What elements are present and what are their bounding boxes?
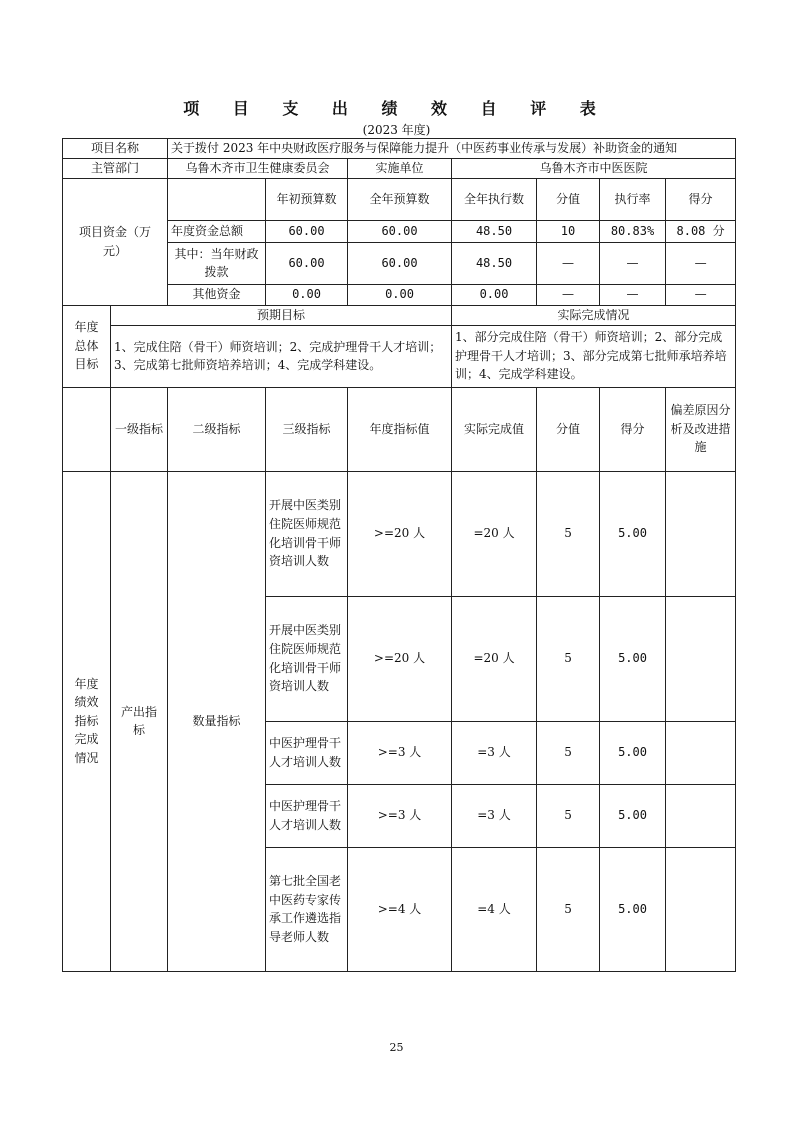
funds-cell: — bbox=[600, 284, 666, 305]
indicator-header-blank bbox=[63, 387, 111, 471]
project-name-label: 项目名称 bbox=[63, 139, 168, 159]
target-value: >=3 人 bbox=[348, 784, 452, 847]
indicator-header: 三级指标 bbox=[266, 387, 348, 471]
funds-cell: — bbox=[537, 284, 600, 305]
page-number: 25 bbox=[389, 1041, 404, 1054]
funds-header: 年初预算数 bbox=[266, 178, 348, 220]
funds-header-blank bbox=[168, 178, 266, 220]
funds-cell: 0.00 bbox=[348, 284, 452, 305]
level3-indicator: 开展中医类别住院医师规范化培训骨干师资培训人数 bbox=[266, 471, 348, 596]
funds-cell: 60.00 bbox=[348, 220, 452, 242]
document-subtitle: (2023 年度) bbox=[362, 123, 431, 137]
department-row bbox=[63, 158, 736, 178]
deviation-reason bbox=[666, 784, 736, 847]
level3-indicator: 第七批全国老中医药专家传承工作遴选指导老师人数 bbox=[266, 847, 348, 971]
level3-indicator: 中医护理骨干人才培训人数 bbox=[266, 784, 348, 847]
funds-section-text: 项目资金（万元） bbox=[79, 225, 152, 258]
funds-row-label: 其中：当年财政拨款 bbox=[168, 242, 266, 284]
indicator-row bbox=[63, 471, 736, 596]
funds-header-row bbox=[63, 178, 736, 220]
funds-cell: 60.00 bbox=[348, 242, 452, 284]
actual-goal-header: 实际完成情况 bbox=[452, 305, 736, 325]
funds-cell: — bbox=[666, 284, 736, 305]
deviation-reason bbox=[666, 471, 736, 596]
goals-row bbox=[63, 325, 736, 387]
level3-indicator: 开展中医类别住院医师规范化培训骨干师资培训人数 bbox=[266, 596, 348, 721]
funds-cell: — bbox=[666, 242, 736, 284]
target-value: >=20 人 bbox=[348, 596, 452, 721]
indicator-header: 实际完成值 bbox=[452, 387, 537, 471]
score-value: 5 bbox=[537, 721, 600, 784]
funds-cell: 48.50 bbox=[452, 220, 537, 242]
impl-value: 乌鲁木齐市中医医院 bbox=[452, 158, 736, 178]
funds-header: 全年执行数 bbox=[452, 178, 537, 220]
target-value: >=4 人 bbox=[348, 847, 452, 971]
score: 5.00 bbox=[600, 847, 666, 971]
funds-cell: 8.08 分 bbox=[666, 220, 736, 242]
score: 5.00 bbox=[600, 471, 666, 596]
indicator-header: 偏差原因分析及改进措施 bbox=[666, 387, 736, 471]
score: 5.00 bbox=[600, 596, 666, 721]
funds-header: 执行率 bbox=[600, 178, 666, 220]
deviation-reason bbox=[666, 847, 736, 971]
funds-cell: — bbox=[537, 242, 600, 284]
dept-label: 主管部门 bbox=[63, 158, 168, 178]
actual-value: =3 人 bbox=[452, 721, 537, 784]
document-title: 项 目 支 出 绩 效 自 评 表 bbox=[183, 99, 610, 118]
indicator-header-row bbox=[63, 387, 736, 471]
goals-section-text: 年度总体目标 bbox=[74, 320, 99, 372]
dept-value: 乌鲁木齐市卫生健康委员会 bbox=[168, 158, 348, 178]
actual-value: =20 人 bbox=[452, 596, 537, 721]
expected-goal-header: 预期目标 bbox=[111, 305, 452, 325]
funds-row-label: 年度资金总额 bbox=[168, 220, 266, 242]
actual-goal-text: 1、部分完成住陪（骨干）师资培训；2、部分完成护理骨干人才培训；3、部分完成第七批师承培养培训；4、完成学科建设。 bbox=[452, 325, 736, 387]
indicator-header: 年度指标值 bbox=[348, 387, 452, 471]
funds-cell: 80.83% bbox=[600, 220, 666, 242]
target-value: >=3 人 bbox=[348, 721, 452, 784]
score-value: 5 bbox=[537, 596, 600, 721]
target-value: >=20 人 bbox=[348, 471, 452, 596]
impl-label: 实施单位 bbox=[348, 158, 452, 178]
funds-cell: 10 bbox=[537, 220, 600, 242]
indicator-header: 一级指标 bbox=[111, 387, 168, 471]
funds-cell: — bbox=[600, 242, 666, 284]
expected-goal-text: 1、完成住陪（骨干）师资培训；2、完成护理骨干人才培训；3、完成第七批师资培养培训；4、完成学科建设。 bbox=[111, 325, 452, 387]
indicator-section-text: 年度绩效指标完成情况 bbox=[74, 676, 99, 765]
funds-row-label: 其他资金 bbox=[168, 284, 266, 305]
funds-cell: 0.00 bbox=[266, 284, 348, 305]
indicator-header: 分值 bbox=[537, 387, 600, 471]
level2-indicator: 数量指标 bbox=[168, 471, 266, 971]
actual-value: =20 人 bbox=[452, 471, 537, 596]
performance-table bbox=[62, 138, 736, 972]
funds-section-label bbox=[63, 178, 168, 305]
level1-indicator-text: 产出指标 bbox=[121, 704, 158, 738]
goals-header-row bbox=[63, 305, 736, 325]
deviation-reason bbox=[666, 596, 736, 721]
funds-cell: 60.00 bbox=[266, 242, 348, 284]
funds-header: 分值 bbox=[537, 178, 600, 220]
indicator-header: 得分 bbox=[600, 387, 666, 471]
indicator-section-label bbox=[63, 471, 111, 971]
funds-cell: 48.50 bbox=[452, 242, 537, 284]
indicator-header: 二级指标 bbox=[168, 387, 266, 471]
funds-cell: 0.00 bbox=[452, 284, 537, 305]
actual-value: =4 人 bbox=[452, 847, 537, 971]
score-value: 5 bbox=[537, 847, 600, 971]
actual-value: =3 人 bbox=[452, 784, 537, 847]
project-name-value: 关于拨付 2023 年中央财政医疗服务与保障能力提升（中医药事业传承与发展）补助资金的通知 bbox=[168, 139, 736, 159]
level3-indicator: 中医护理骨干人才培训人数 bbox=[266, 721, 348, 784]
funds-cell: 60.00 bbox=[266, 220, 348, 242]
score: 5.00 bbox=[600, 721, 666, 784]
goals-section-label bbox=[63, 305, 111, 387]
score-value: 5 bbox=[537, 784, 600, 847]
level1-indicator bbox=[111, 471, 168, 971]
deviation-reason bbox=[666, 721, 736, 784]
funds-header: 全年预算数 bbox=[348, 178, 452, 220]
score-value: 5 bbox=[537, 471, 600, 596]
funds-header: 得分 bbox=[666, 178, 736, 220]
project-name-row bbox=[63, 139, 736, 159]
score: 5.00 bbox=[600, 784, 666, 847]
